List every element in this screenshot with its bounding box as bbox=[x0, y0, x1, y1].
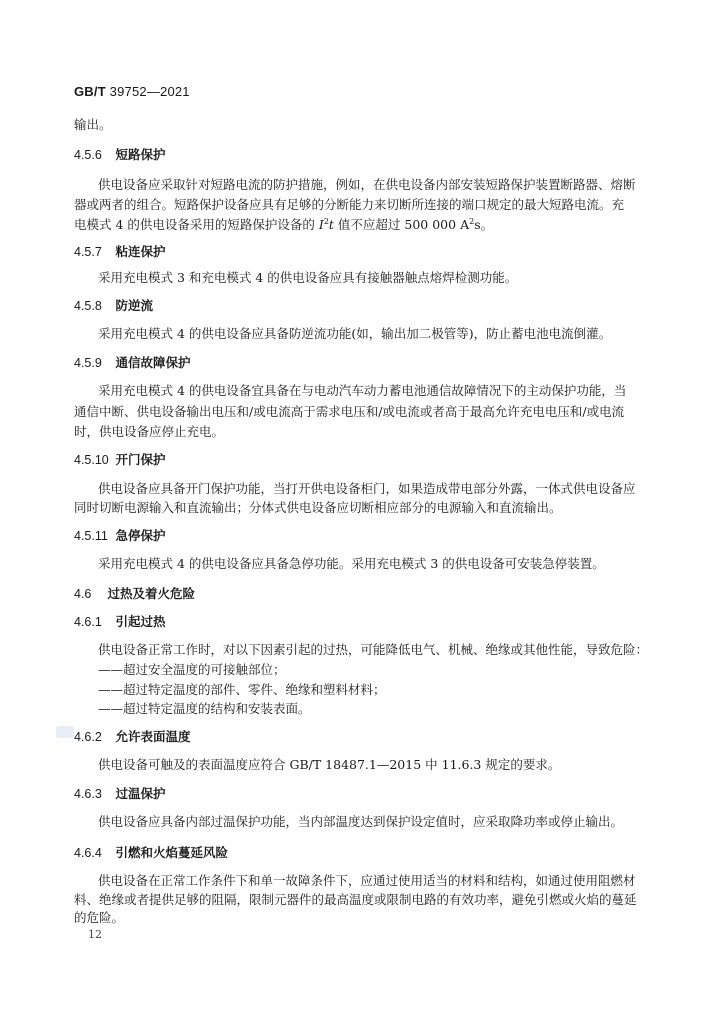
paragraph-line: 采用充电模式 3 和充电模式 4 的供电设备应具有接触器触点熔焊检测功能。 bbox=[98, 270, 518, 285]
paragraph-line: 同时切断电源输入和直流输出；分体式供电设备应切断相应部分的电源输入和直流输出。 bbox=[74, 500, 562, 515]
margin-mark bbox=[56, 726, 74, 738]
section-number: 4.6.4 bbox=[74, 846, 102, 860]
section-number: 4.5.9 bbox=[74, 356, 102, 370]
section-title: 允许表面温度 bbox=[115, 730, 191, 744]
section-title: 引起过热 bbox=[115, 615, 166, 629]
list-item: ——超过特定温度的部件、零件、绝缘和塑料材料； bbox=[98, 682, 386, 697]
paragraph-line: 供电设备应采取针对短路电流的防护措施，例如，在供电设备内部安装短路保护装置断路器、熔断 bbox=[98, 177, 636, 192]
paragraph-line: 器或两者的组合。短路保护设备应具有足够的分断能力来切断所连接的端口规定的最大短路电流。充 bbox=[74, 197, 625, 212]
paragraph-line: 供电设备应具备内部过温保护功能，当内部温度达到保护设定值时，应采取降功率或停止输出。 bbox=[98, 814, 624, 829]
paragraph-line: 采用充电模式 4 的供电设备应具备防逆流功能(如，输出加二极管等)，防止蓄电池电流倒灌。 bbox=[98, 326, 612, 341]
paragraph-line: 的危险。 bbox=[74, 910, 125, 925]
standard-code: GB/T bbox=[74, 84, 106, 99]
paragraph-line: 采用充电模式 4 的供电设备应具备急停功能。采用充电模式 3 的供电设备可安装急停装置。 bbox=[98, 556, 605, 571]
section-title: 短路保护 bbox=[115, 148, 166, 162]
paragraph-line: 供电设备应具备开门保护功能，当打开供电设备柜门，如果造成带电部分外露，一体式供电设备应 bbox=[98, 481, 636, 496]
section-title: 引燃和火焰蔓延风险 bbox=[115, 846, 228, 860]
section-heading-4-6-4 bbox=[74, 845, 228, 861]
paragraph-line: 通信中断、供电设备输出电压和/或电流高于需求电压和/或电流或者高于最高允许充电电压和/或电流 bbox=[74, 404, 625, 419]
section-title: 防逆流 bbox=[115, 299, 153, 313]
paragraph-line: 供电设备可触及的表面温度应符合 GB/T 18487.1—2015 中 11.6.3 规定的要求。 bbox=[98, 757, 561, 772]
section-heading-4-6-3 bbox=[74, 786, 166, 802]
formula-variable: I bbox=[318, 217, 324, 232]
paragraph-line: 时，供电设备应停止充电。 bbox=[74, 424, 225, 439]
section-title: 急停保护 bbox=[115, 529, 166, 543]
section-number: 4.6.1 bbox=[74, 615, 102, 629]
section-heading-4-5-6 bbox=[74, 147, 166, 163]
section-number: 4.5.7 bbox=[74, 245, 102, 259]
standard-number: 39752—2021 bbox=[109, 84, 190, 99]
section-title: 开门保护 bbox=[115, 453, 166, 467]
standard-header bbox=[74, 84, 190, 99]
body-text-line: 输出。 bbox=[74, 117, 112, 132]
section-heading-4-5-8 bbox=[74, 298, 153, 314]
text-segment: 值不应超过 500 000 A bbox=[333, 217, 470, 232]
section-heading-4-5-11 bbox=[74, 528, 166, 544]
section-number: 4.5.10 bbox=[74, 453, 109, 467]
list-item: ——超过特定温度的结构和安装表面。 bbox=[98, 701, 311, 716]
paragraph-line: 供电设备在正常工作条件下和单一故障条件下，应通过使用适当的材料和结构，如通过使用阻燃材 bbox=[98, 873, 636, 888]
section-heading-4-6 bbox=[74, 586, 195, 602]
paragraph-line: 料、绝缘或者提供足够的阻隔，限制元器件的最高温度或限制电路的有效功率，避免引燃或火焰的蔓延 bbox=[74, 892, 637, 907]
text-segment: 电模式 4 的供电设备采用的短路保护设备的 bbox=[74, 217, 319, 232]
section-number: 4.5.6 bbox=[74, 148, 102, 162]
list-item: ——超过安全温度的可接触部位； bbox=[98, 662, 286, 677]
section-title: 过温保护 bbox=[115, 787, 166, 801]
section-number: 4.5.8 bbox=[74, 299, 102, 313]
paragraph-line: 采用充电模式 4 的供电设备宜具备在与电动汽车动力蓄电池通信故障情况下的主动保护功能，当 bbox=[98, 383, 627, 398]
section-heading-4-5-10 bbox=[74, 452, 166, 468]
section-number: 4.5.11 bbox=[74, 529, 108, 543]
section-heading-4-6-1 bbox=[74, 614, 166, 630]
section-heading-4-6-2 bbox=[74, 729, 191, 745]
paragraph-line: 供电设备正常工作时，对以下因素引起的过热，可能降低电气、机械、绝缘或其他性能，导致危险： bbox=[98, 642, 649, 657]
section-title: 通信故障保护 bbox=[115, 356, 191, 370]
formula-variable: t bbox=[328, 217, 334, 232]
section-title: 过热及着火危险 bbox=[107, 587, 195, 601]
section-number: 4.6 bbox=[74, 587, 92, 601]
section-heading-4-5-7 bbox=[74, 244, 166, 260]
formula-exponent: 2 bbox=[323, 216, 329, 226]
section-number: 4.6.2 bbox=[74, 730, 102, 744]
paragraph-line-with-formula bbox=[74, 217, 493, 233]
text-segment: s。 bbox=[474, 217, 494, 232]
section-title: 粘连保护 bbox=[115, 245, 166, 259]
section-number: 4.6.3 bbox=[74, 787, 102, 801]
formula-exponent: 2 bbox=[469, 216, 475, 226]
page-number: 12 bbox=[88, 928, 102, 941]
section-heading-4-5-9 bbox=[74, 355, 191, 371]
